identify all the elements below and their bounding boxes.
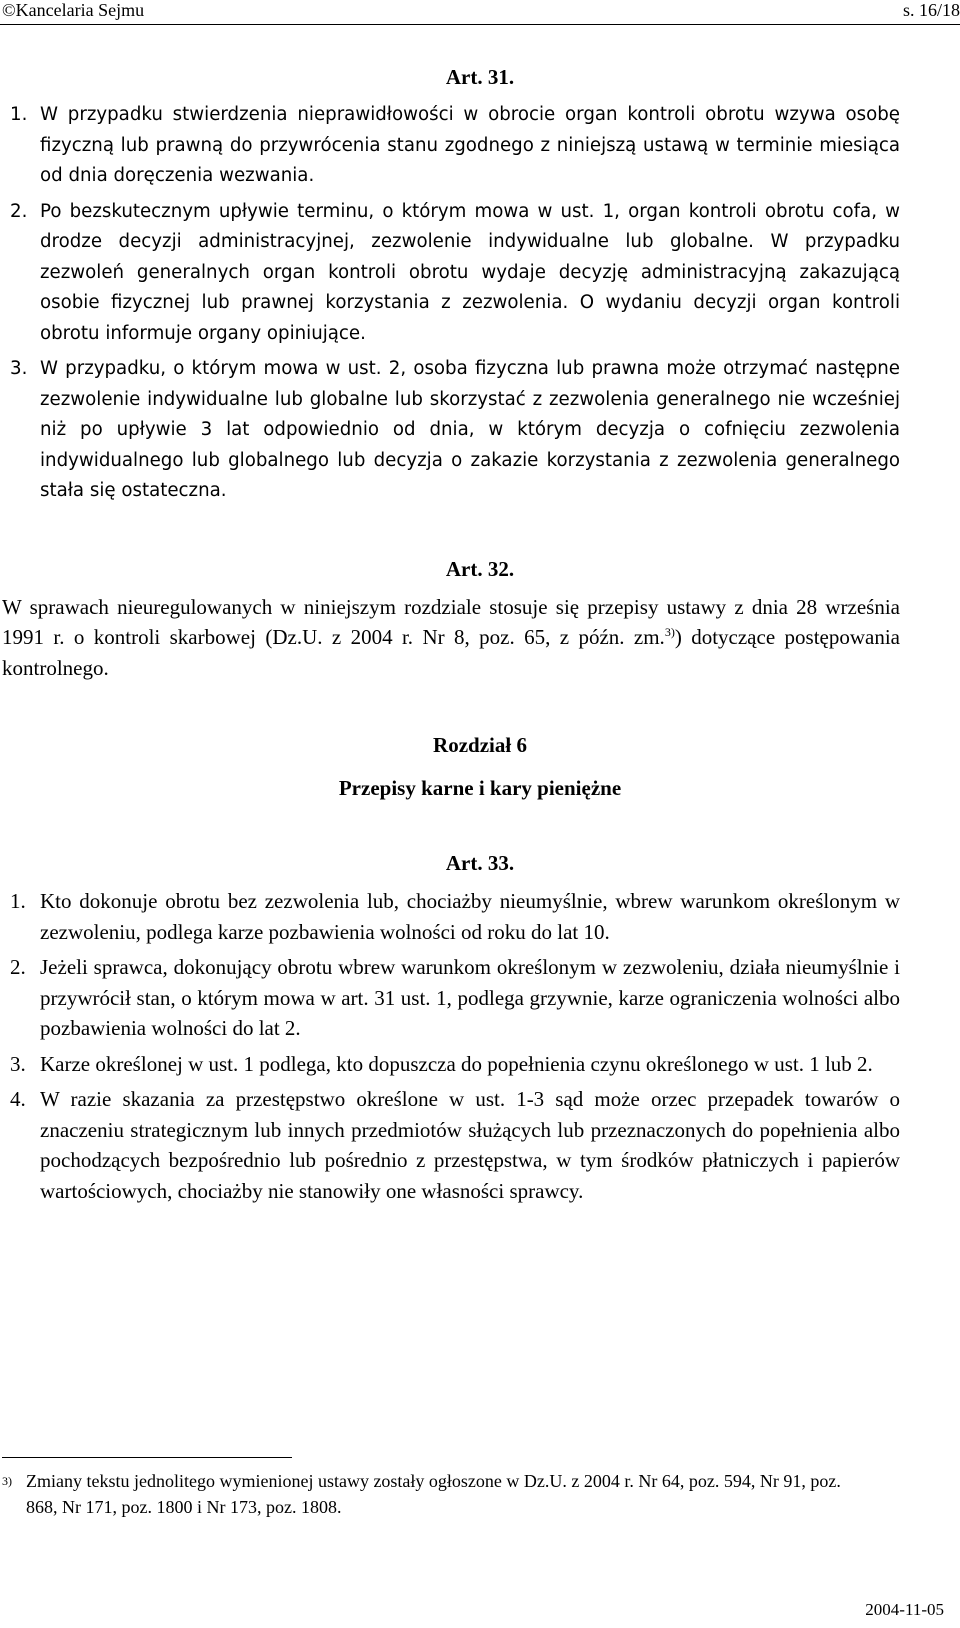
chapter-title: Przepisy karne i kary pieniężne — [338, 776, 622, 800]
paragraph-number: 4. — [10, 1087, 26, 1111]
article-paragraph — [10, 1084, 900, 1206]
page-header — [0, 0, 960, 25]
paragraph-text: W razie skazania za przestępstwo określone w ust. 1-3 sąd może orzec przepadek towarów o znaczeniu strategicznym lub innych przedmiotów służących lub przeznaczonych do popełnienia albo pochodzących bezpośrednio lub pośrednio z przestępstwa, w tym środków płatniczych i papierów wartościowych, chociażby nie stanowiły one własności sprawcy. — [40, 1087, 900, 1203]
chapter-number: Rozdział 6 — [433, 733, 527, 757]
footnote-text: Zmiany tekstu jednolitego wymienionej ustawy zostały ogłoszone w Dz.U. z 2004 r. Nr 64, poz. 594, Nr 91, poz. 868, Nr 171, poz. 1800 i Nr 173, poz. 1808. — [26, 1471, 841, 1517]
page-number: s. 16/18 — [902, 0, 960, 20]
paragraph-number: 3. — [10, 1051, 26, 1076]
footer-date: 2004-11-05 — [865, 1600, 944, 1619]
paragraph-text: Jeżeli sprawca, dokonujący obrotu wbrew warunkom określonym w zezwoleniu, działa nieumyślnie i przywrócił stan, o którym mowa w art. 31 ust. 1, podlega grzywnie, karze ograniczenia wolności albo pozbawienia wolności do lat 2. — [40, 955, 900, 1040]
article-paragraph — [10, 952, 900, 1044]
paragraph-number: 1. — [10, 889, 26, 913]
footnote-mark: 3) — [2, 1474, 12, 1488]
article-heading: Art. 31. — [445, 65, 515, 89]
publisher-label: ©Kancelaria Sejmu — [2, 0, 145, 20]
article-text-a: W sprawach nieuregulowanych w niniejszym rozdziale stosuje się przepisy ustawy z dnia 28 września 1991 r. o kontroli skarbowej (Dz.U. z 2004 r. Nr 8, poz. 65, z późn. zm. — [2, 594, 900, 649]
article-heading: Art. 33. — [445, 851, 515, 875]
paragraph-text: Po bezskutecznym upływie terminu, o którym mowa w ust. 1, organ kontroli obrotu cofa, w drodze decyzji administracyjnej, zezwolenie indywidualne lub globalne. W przypadku zezwoleń generalnych organ kontroli obrotu wydaje decyzję administracyjną zakazującą osobie fizycznej lub prawnej korzystania z zezwolenia. O wydaniu decyzji organ kontroli obrotu informuje organy opiniujące. — [40, 200, 900, 344]
article-paragraph — [10, 100, 900, 192]
paragraph-number: 2. — [10, 955, 26, 979]
article-text-b: ) dotyczące postępowania kontrolnego. — [2, 625, 900, 680]
paragraph-number: 2. — [10, 200, 28, 222]
article-heading: Art. 32. — [445, 556, 515, 581]
article-paragraph — [10, 1049, 900, 1080]
footnote-ref[interactable]: 3) — [664, 625, 675, 639]
paragraph-text: W przypadku, o którym mowa w ust. 2, osoba fizyczna lub prawna może otrzymać następne zezwolenie indywidualne lub globalne lub skorzystać z zezwolenia generalnego nie wcześniej niż po upływie 3 lat odpowiednio od dnia, w którym decyzja o cofnięciu zezwolenia indywidualnego lub globalnego lub decyzja o zakazie korzystania z zezwolenia generalnego stała się ostateczna. — [40, 358, 900, 501]
paragraph-text: Kto dokonuje obrotu bez zezwolenia lub, chociażby nieumyślnie, wbrew warunkom określonym w zezwoleniu, podlega karze pozbawienia wolności od roku do lat 10. — [40, 889, 900, 944]
footnote — [2, 1468, 882, 1520]
document-body — [0, 65, 960, 1206]
article-paragraph — [10, 354, 900, 507]
footnote-divider — [2, 1457, 292, 1458]
paragraph-number: 3. — [10, 358, 28, 379]
paragraph-text: W przypadku stwierdzenia nieprawidłowości w obrocie organ kontroli obrotu wzywa osobę fizyczną lub prawną do przywrócenia stanu zgodnego z niniejszą ustawą w terminie miesiąca od dnia doręczenia wezwania. — [40, 104, 900, 186]
paragraph-text: Karze określonej w ust. 1 podlega, kto dopuszcza do popełnienia czynu określonego w ust. 1 lub 2. — [40, 1051, 873, 1076]
article-paragraph — [10, 886, 900, 947]
article-text — [2, 592, 900, 684]
paragraph-number: 1. — [10, 104, 28, 125]
article-paragraph — [10, 197, 900, 350]
